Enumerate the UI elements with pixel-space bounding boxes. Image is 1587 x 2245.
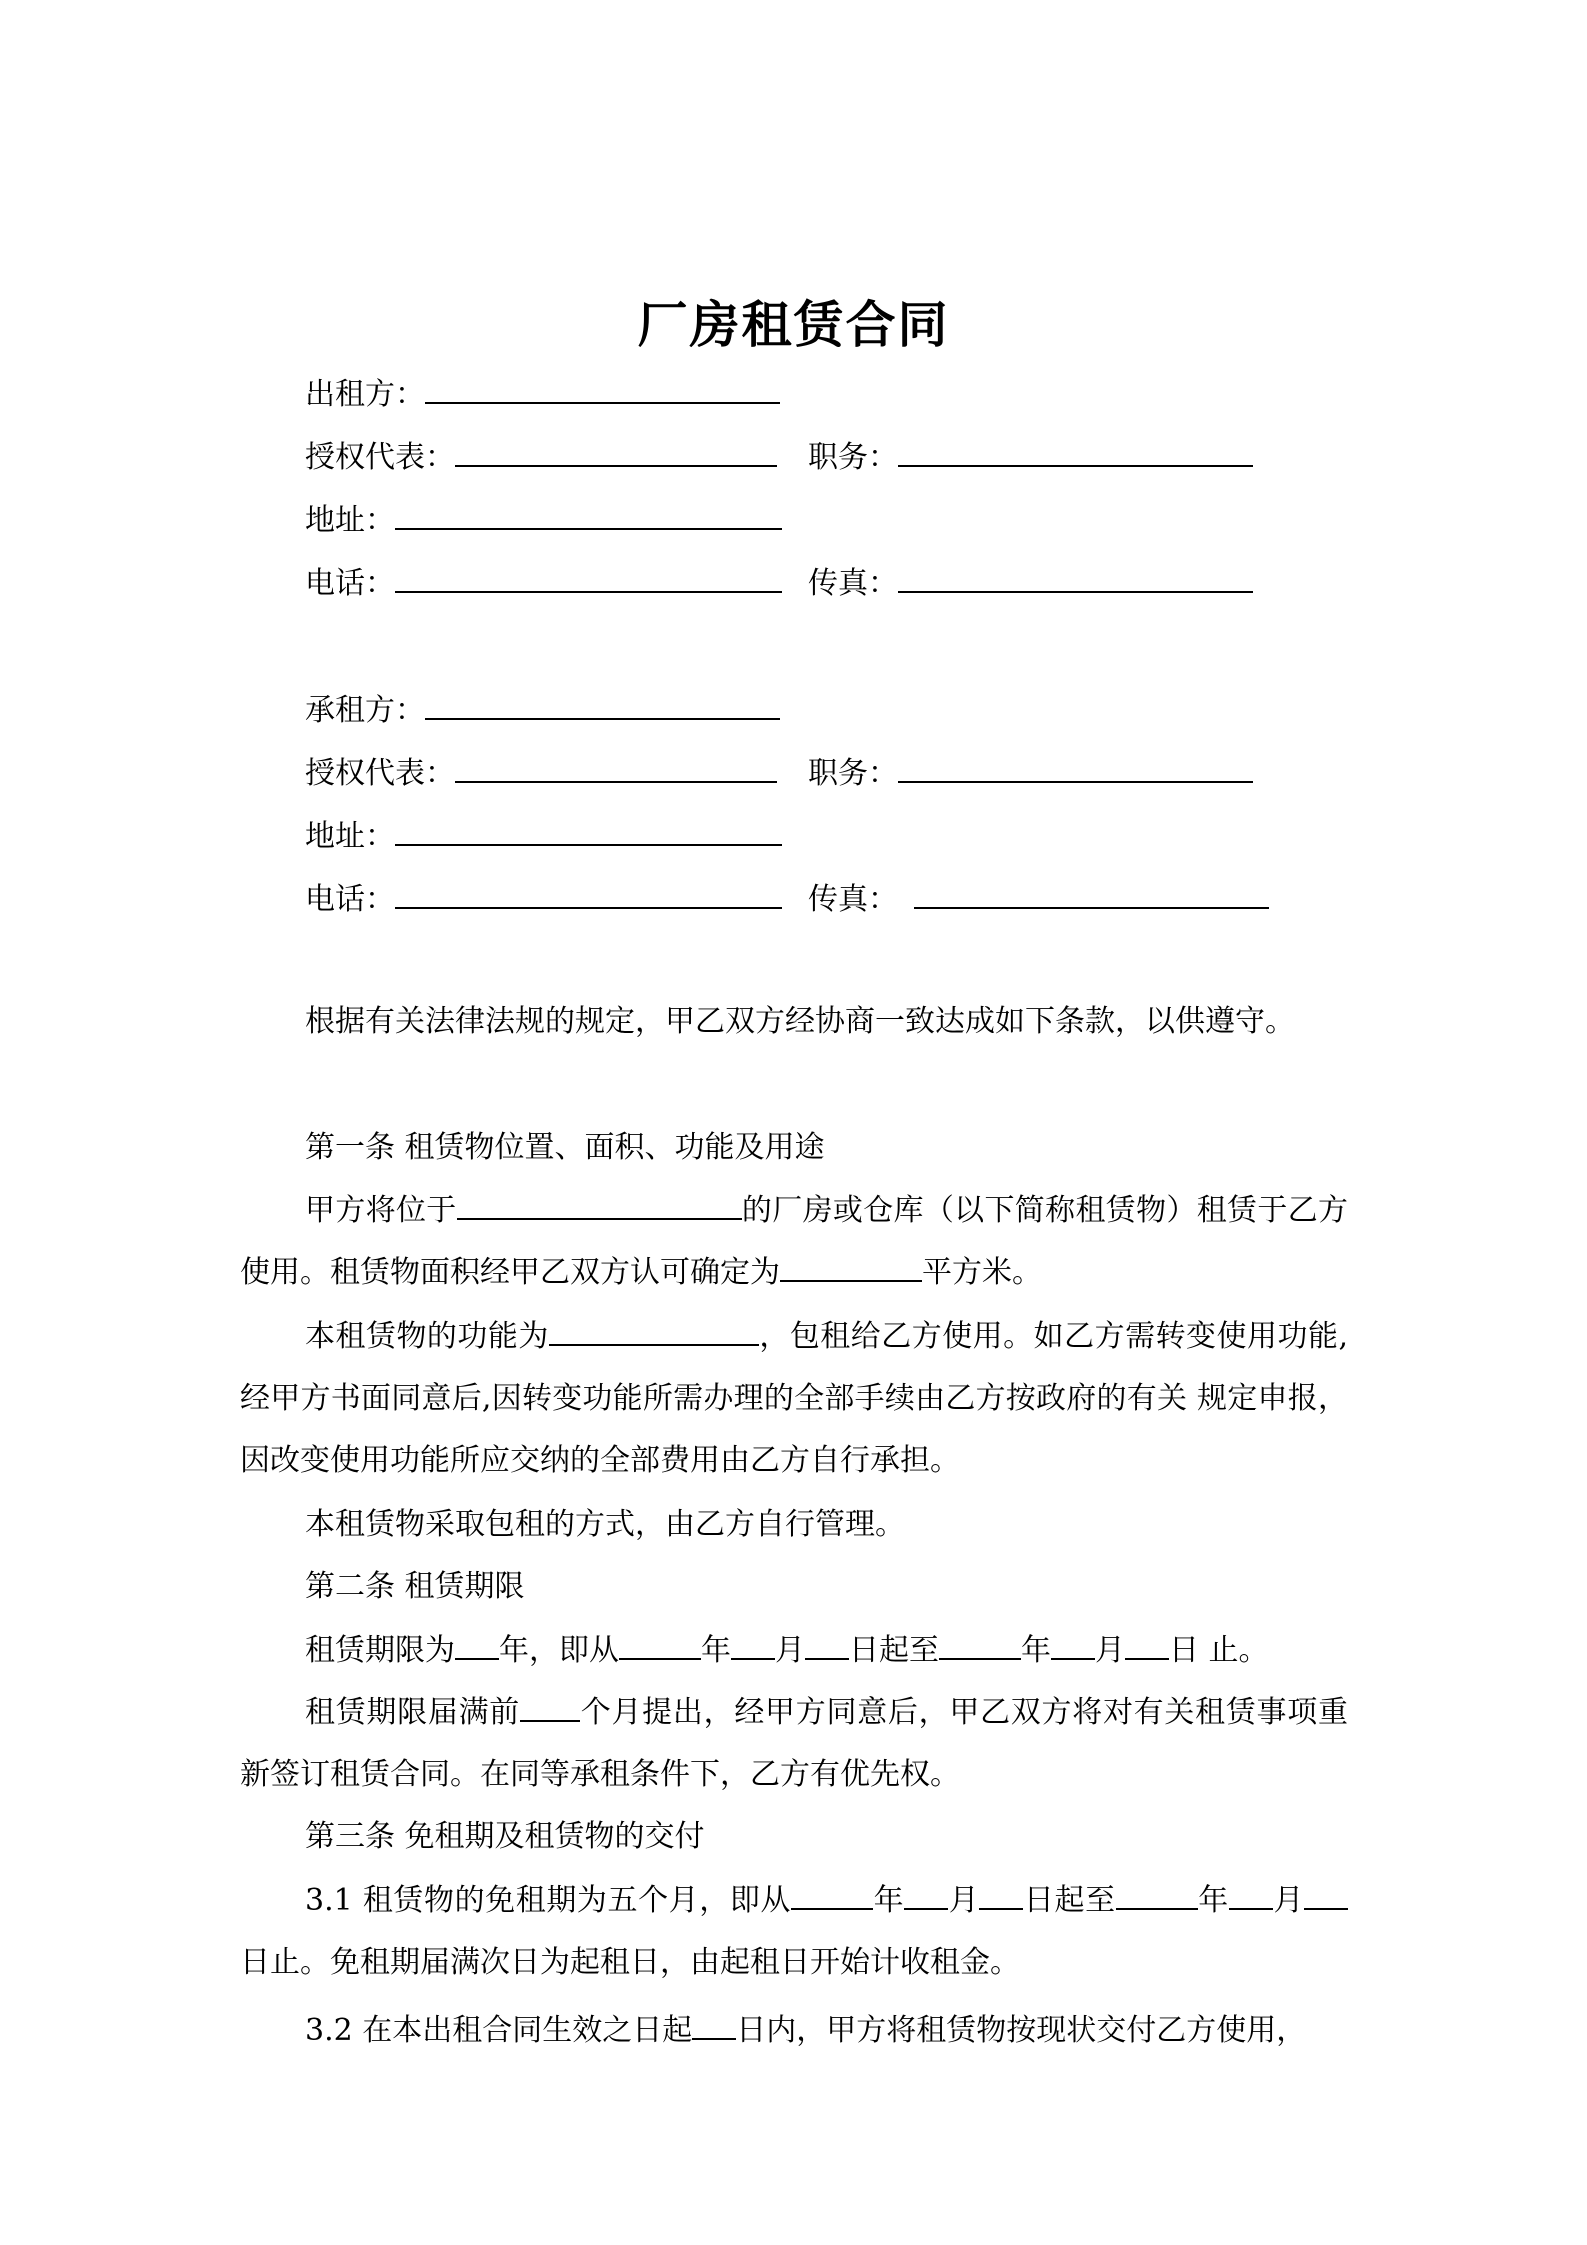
art2-start-year-blank [619,1628,701,1660]
preamble: 根据有关法律法规的规定，甲乙双方经协商一致达成如下条款，以供遵守。 [305,1004,1295,1039]
art1-heading: 第一条 租赁物位置、面积、功能及用途 [305,1130,825,1165]
art3-p1-text-d: 日起至 [1023,1883,1116,1918]
lessee-phone-row [305,877,782,920]
art2-heading: 第二条 租赁期限 [305,1569,525,1604]
lessee-address-label: 地址： [305,819,395,854]
art3-end-year-blank [1116,1878,1198,1910]
lessor-address-row [305,498,782,541]
lessee-fax-row [808,877,1269,920]
art1-location-blank [457,1188,742,1220]
lessor-fax-label: 传真： [808,566,898,601]
lessee-address-row [305,814,782,857]
art3-paragraph-2 [240,2000,1348,2062]
lessee-phone-label: 电话： [305,882,395,917]
art1-p2-text-a: 本租赁物的功能为 [305,1319,549,1354]
lessee-position-blank [898,751,1253,783]
lessee-address-blank [395,814,782,846]
art3-p1-text-f: 月 [1272,1883,1305,1918]
lessor-address-label: 地址： [305,503,395,538]
lessor-name-blank [425,372,780,404]
lessor-name-row [305,372,780,415]
art3-start-day-blank [979,1878,1023,1910]
art3-p2-text-a: 3.2 在本出租合同生效之日起 [305,2013,693,2048]
art2-p1-text-e: 日起至 [849,1633,939,1668]
art2-paragraph-1 [240,1620,1348,1682]
lessee-fax-blank [914,877,1269,909]
art3-start-month-blank [904,1878,948,1910]
art2-p1-text-d: 月 [775,1633,805,1668]
art2-start-day-blank [805,1628,849,1660]
art2-p1-text-a: 租赁期限为 [305,1633,455,1668]
art1-area-blank [780,1250,922,1282]
lessee-name-blank [425,688,780,720]
lessor-name-label: 出租方： [305,377,425,412]
art1-p1-text-b: 的厂房或仓库（以下简称租赁物）租赁于乙方使用。租赁物面积经甲乙双方认可确定为 [240,1193,1349,1290]
lessee-rep-label: 授权代表： [305,756,455,791]
art3-paragraph-1 [240,1870,1348,1994]
art2-start-month-blank [731,1628,775,1660]
art1-p2-text-b: ，包租给乙方使用。如乙方需转变使用功能,经甲方书面同意后,因转变功能所需办理的全部手续由乙方按政府的有关 规定申报，因改变使用功能所应交纳的全部费用由乙方自行承担。 [240,1319,1348,1478]
art2-p1-text-c: 年 [701,1633,731,1668]
art3-p1-text-a: 3.1 租赁物的免租期为五个月，即从 [305,1883,791,1918]
art2-end-year-blank [939,1628,1021,1660]
art1-p1-text-a: 甲方将位于 [305,1193,457,1228]
lessee-position-row [808,751,1253,794]
art1-function-blank [549,1314,759,1346]
art3-p1-text-e: 年 [1197,1883,1229,1918]
art2-p1-text-b: 年，即从 [499,1633,619,1668]
lessor-phone-label: 电话： [305,566,395,601]
art2-years-blank [455,1628,499,1660]
lessor-position-label: 职务： [808,440,898,475]
lessor-fax-blank [898,561,1253,593]
lessor-position-row [808,435,1253,478]
lessor-rep-row [305,435,777,478]
art1-p1-text-c: 平方米。 [922,1255,1042,1290]
art2-end-month-blank [1051,1628,1095,1660]
lessor-address-blank [395,498,782,530]
art2-months-blank [520,1690,580,1722]
art2-p2-text-a: 租赁期限届满前 [305,1695,521,1730]
lessor-phone-row [305,561,782,604]
art3-p1-text-c: 月 [948,1883,980,1918]
lessee-name-label: 承租方： [305,693,425,728]
art1-paragraph-3: 本租赁物采取包租的方式，由乙方自行管理。 [305,1507,905,1542]
lessor-fax-row [808,561,1253,604]
art2-paragraph-2 [240,1682,1348,1806]
art3-days-blank [692,2008,736,2040]
art2-p2-text-b: 个月提出，经甲方同意后，甲乙双方将对有关租赁事项重新签订租赁合同。在同等承租条件下，乙方有优先权。 [240,1695,1348,1792]
lessor-phone-blank [395,561,782,593]
art3-end-day-blank [1304,1878,1348,1910]
page-title: 厂房租赁合同 [637,295,950,354]
lessee-fax-label: 传真： [808,882,898,917]
art2-p1-text-h: 日 止。 [1169,1633,1269,1668]
art2-p1-text-g: 月 [1095,1633,1125,1668]
art1-paragraph-2 [240,1306,1348,1492]
lessee-position-label: 职务： [808,756,898,791]
art3-p1-text-b: 年 [873,1883,905,1918]
art2-end-day-blank [1125,1628,1169,1660]
art1-paragraph-1 [240,1180,1348,1304]
art2-p1-text-f: 年 [1021,1633,1051,1668]
lessee-rep-row [305,751,777,794]
art3-start-year-blank [791,1878,873,1910]
lessee-rep-blank [455,751,777,783]
lessee-phone-blank [395,877,782,909]
lessor-rep-blank [455,435,777,467]
art3-end-month-blank [1229,1878,1273,1910]
lessee-name-row [305,688,780,731]
lessor-position-blank [898,435,1253,467]
lessor-rep-label: 授权代表： [305,440,455,475]
art3-p2-text-b: 日内，甲方将租赁物按现状交付乙方使用， [736,2013,1307,2048]
art3-heading: 第三条 免租期及租赁物的交付 [305,1819,705,1854]
art3-p1-text-g: 日止。免租期届满次日为起租日，由起租日开始计收租金。 [240,1945,1020,1980]
